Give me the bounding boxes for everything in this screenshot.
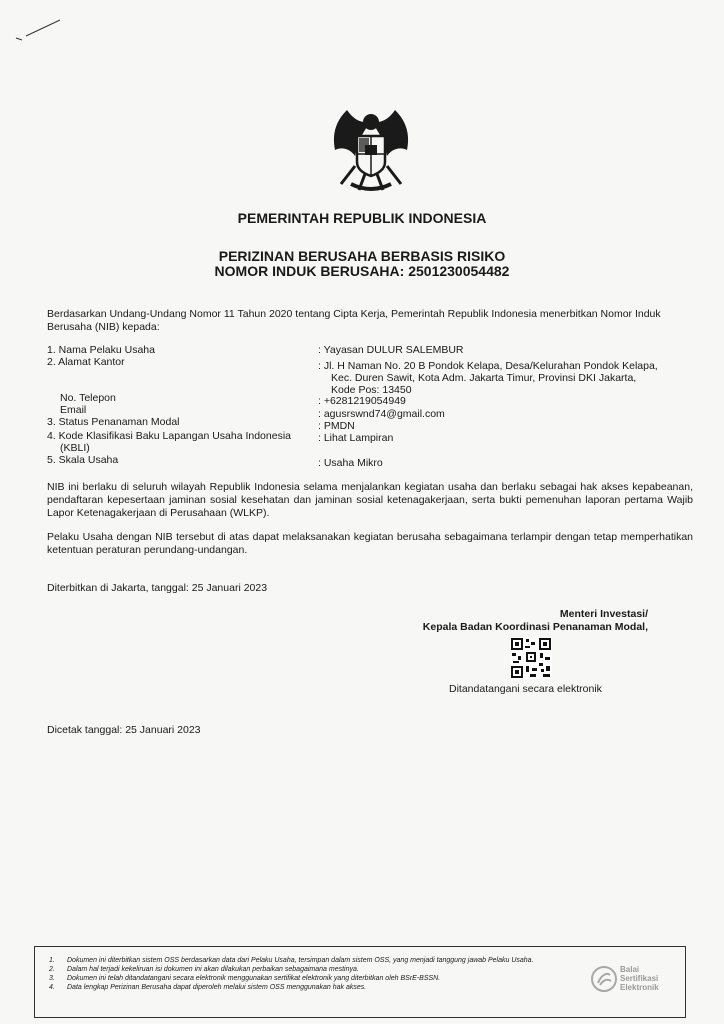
footer-notes-box [34,946,686,1018]
address-value-line-2: Kec. Duren Sawit, Kota Adm. Jakarta Timur, Provinsi DKI Jakarta, [331,372,637,384]
footer-note: 2. Dalam hal terjadi kekeliruan isi dokumen ini akan dilakukan perbaikan sebagaimana mestinya. [49,966,359,973]
bsre-logo-icon [590,965,618,993]
signatory-title-2: Kepala Badan Koordinasi Penanaman Modal, [422,621,648,633]
bsre-logo [590,963,682,1003]
footer-note: 4. Data lengkap Perizinan Berusaha dapat diperoleh melalui sistem OSS menggunakan hak akses. [49,984,367,991]
address-label: 2. Alamat Kantor [47,356,125,368]
qr-code-icon[interactable] [510,637,552,679]
business-scale-value: : Usaha Mikro [318,457,383,469]
validity-paragraph: NIB ini berlaku di seluruh wilayah Republik Indonesia selama menjalankan kegiatan usaha dan berlaku sebagai hak akses kepabeanan, pendaftaran kepesertaan jaminan sosial kesehatan dan jaminan sosial ketenagakerjaan, serta bukti pemenuhan laporan pertama Wajib Lapor Ketenagakerjaan di Perusahaan (WLKP). [47,481,693,519]
business-scale-label: 5. Skala Usaha [47,454,119,466]
kbli-value: : Lihat Lampiran [318,432,394,444]
signatory-block [380,608,648,634]
investment-status-label: 3. Status Penanaman Modal [47,416,180,428]
pen-mark-icon [14,18,64,48]
business-name-label: 1. Nama Pelaku Usaha [47,344,155,356]
bsre-label-2: Sertifikasi [620,974,659,983]
bsre-label-1: Balai [620,965,640,974]
footer-note: 3. Dokumen ini telah ditandatangani secara elektronik menggunakan sertifikat elektronik yang diterbitkan oleh BSrE-BSSN. [49,975,441,982]
electronic-signature-note: Ditandatangani secara elektronik [449,683,602,695]
phone-label: No. Telepon [60,392,116,404]
footer-notes-list [49,956,589,992]
government-heading: PEMERINTAH REPUBLIK INDONESIA [237,210,487,226]
signatory-title-1: Menteri Investasi/ [559,608,648,620]
issued-date: Diterbitkan di Jakarta, tanggal: 25 Januari 2023 [47,582,268,594]
activity-paragraph: Pelaku Usaha dengan NIB tersebut di atas dapat melaksanakan kegiatan berusaha sebagaimana terlampir dengan tetap memperhatikan ketentuan peraturan perundang-undangan. [47,531,693,556]
printed-date: Dicetak tanggal: 25 Januari 2023 [47,724,201,736]
investment-status-value: : PMDN [318,420,355,432]
footer-note: 1. Dokumen ini diterbitkan sistem OSS berdasarkan data dari Pelaku Usaha, tersimpan dalam sistem OSS, yang menjadi tanggung jawab Pelaku Usaha. [49,957,534,964]
document-title: PERIZINAN BERUSAHA BERBASIS RISIKO [218,248,506,264]
garuda-emblem-icon [325,100,417,196]
intro-text: Berdasarkan Undang-Undang Nomor 11 Tahun 2020 tentang Cipta Kerja, Pemerintah Republik Indonesia menerbitkan Nomor Induk Berusaha (NIB) kepada: [47,308,661,333]
business-name-value: : Yayasan DULUR SALEMBUR [318,344,464,356]
address-value-line-1: : Jl. H Naman No. 20 B Pondok Kelapa, Desa/Kelurahan Pondok Kelapa, [318,360,658,372]
phone-value: : +6281219054949 [318,395,406,407]
bsre-label-3: Elektronik [620,983,659,992]
kbli-label-abbrev: (KBLI) [60,442,90,454]
kbli-label: 4. Kode Klasifikasi Baku Lapangan Usaha Indonesia [47,430,292,442]
email-value: : agusrswnd74@gmail.com [318,408,445,420]
email-label: Email [60,404,87,416]
address-value-line-3: Kode Pos: 13450 [331,384,412,396]
nib-number: NOMOR INDUK BERUSAHA: 2501230054482 [214,263,510,279]
